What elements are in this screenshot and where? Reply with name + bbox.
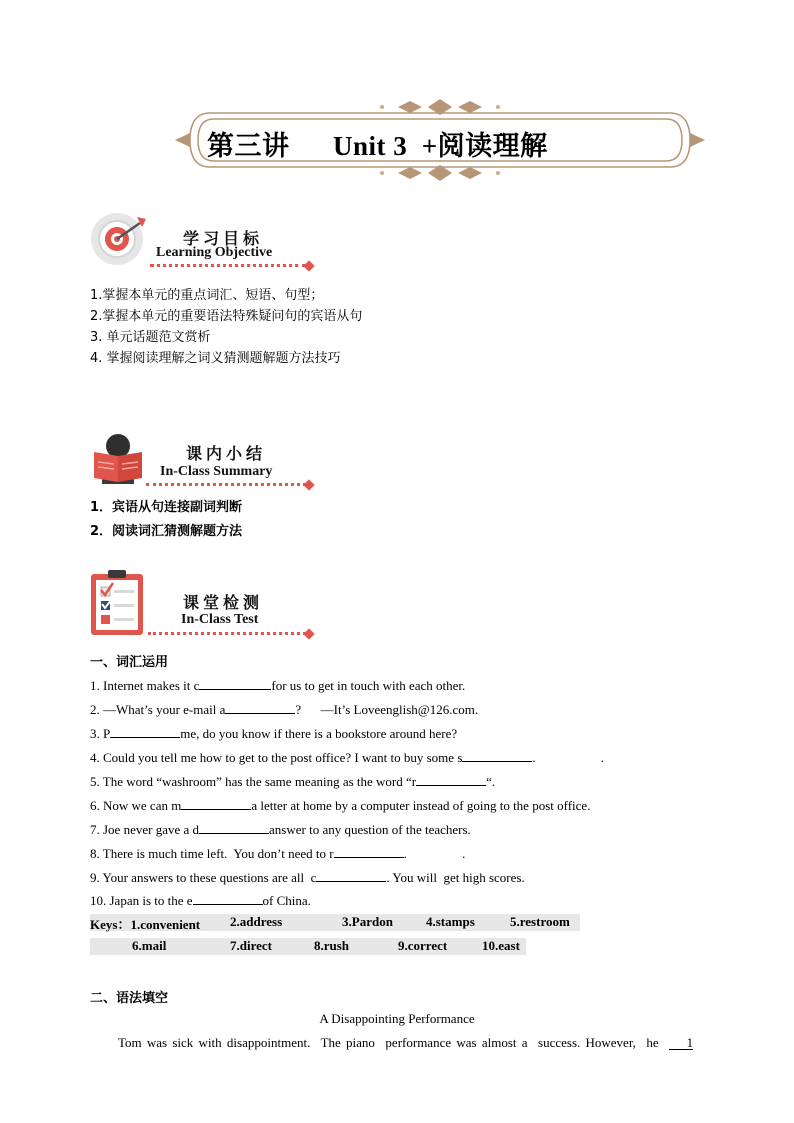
summary-title-cn: 课内小结 (186, 444, 267, 463)
question-9: 9. Your answers to these questions are all c . You will get high scores. (90, 870, 525, 885)
answer-keys-row (90, 938, 526, 955)
question-4: 4. Could you tell me how to get to the post office? I want to buy some s . . (90, 750, 604, 765)
blank-number: 1 (669, 1035, 693, 1050)
story-line: Tom was sick with disappointment. The piano performance was almost a success. However, he 1 (118, 1035, 694, 1050)
question-5: 5. The word “washroom” has the same meaning as the word “r “. (90, 774, 496, 789)
divider (146, 483, 306, 486)
question-3: 3. P me, do you know if there is a bookstore around here? (90, 726, 458, 741)
summary-title-en: In-Class Summary (160, 464, 273, 479)
objective-item: 1.掌握本单元的重点词汇、短语、句型； (90, 288, 324, 303)
test-title-cn: 课堂检测 (183, 593, 264, 612)
question-7: 7. Joe never gave a d answer to any question of the teachers. (90, 822, 471, 837)
question-2: 2. —What’s your e-mail a ? —It’s Loveenglish@126.com. (90, 702, 479, 717)
divider (148, 632, 306, 635)
answer-key: 10.east (482, 938, 520, 953)
answer-key: 9.correct (398, 938, 448, 953)
story-title: A Disappointing Performance (319, 1011, 475, 1026)
diamond-icon (303, 479, 314, 490)
summary-item: 1．宾语从句连接副词判断 (90, 500, 243, 515)
target-icon (90, 207, 150, 269)
page-title: 第三讲 Unit 3 +阅读理解 (207, 131, 548, 161)
part-heading: 二、语法填空 (90, 991, 169, 1006)
answer-key: 5.restroom (510, 914, 570, 929)
answer-key: 4.stamps (426, 914, 475, 929)
summary-item: 2．阅读词汇猜测解题方法 (90, 524, 243, 539)
answer-key: 3.Pardon (342, 914, 393, 929)
test-title-en: In-Class Test (181, 612, 259, 627)
answer-key: 8.rush (314, 938, 350, 953)
question-6: 6. Now we can m a letter at home by a computer instead of going to the post office. (90, 798, 591, 813)
question-1: 1. Internet makes it c for us to get in touch with each other. (90, 678, 466, 693)
divider (150, 264, 306, 267)
objective-title-en: Learning Objective (156, 245, 273, 260)
checklist-icon (90, 570, 144, 636)
objective-item: 3. 单元话题范文赏析 (90, 330, 211, 345)
reading-person-icon (92, 432, 144, 486)
question-8: 8. There is much time left. You don’t need to r . . (90, 846, 466, 861)
question-10: 10. Japan is to the e of China. (90, 893, 311, 908)
objective-item: 4. 掌握阅读理解之词义猜测题解题方法技巧 (90, 351, 341, 366)
part-heading: 一、词汇运用 (90, 655, 169, 670)
answer-key: 6.mail (132, 938, 167, 953)
answer-keys-row (90, 914, 580, 931)
answer-key: 2.address (230, 914, 283, 929)
answer-key: 7.direct (230, 938, 272, 953)
diamond-icon (303, 260, 314, 271)
diamond-icon (303, 628, 314, 639)
objective-item: 2.掌握本单元的重要语法特殊疑问句的宾语从句 (90, 309, 363, 324)
objective-title-cn: 学习目标 (183, 229, 264, 248)
answer-key: Keys：1.convenient (90, 917, 201, 932)
